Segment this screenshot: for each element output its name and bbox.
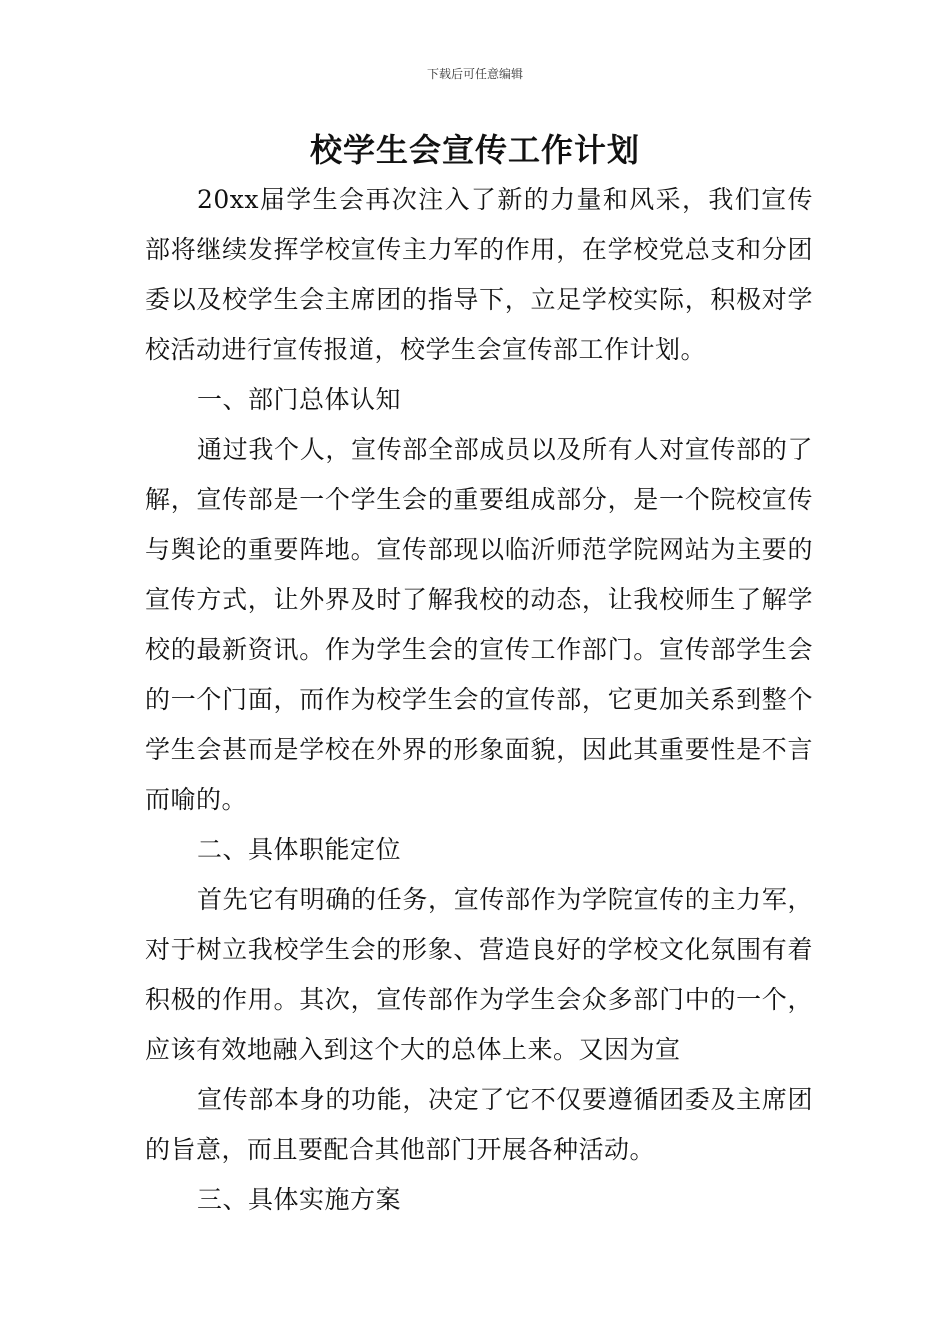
document-body (145, 175, 813, 1225)
document-title: 校学生会宣传工作计划 (309, 131, 640, 169)
section-2-heading: 二、具体职能定位 (197, 835, 402, 864)
section-1-heading: 一、部门总体认知 (197, 385, 402, 414)
intro-paragraph: 20xx届学生会再次注入了新的力量和风采，我们宣传部将继续发挥学校宣传主力军的作用，在学校党总支和分团委以及校学生会主席团的指导下，立足学校实际，积极对学校活动进行宣传报道，校学生会宣传部工作计划。 (145, 185, 813, 364)
section-1-paragraph: 通过我个人，宣传部全部成员以及所有人对宣传部的了解，宣传部是一个学生会的重要组成部分，是一个院校宣传与舆论的重要阵地。宣传部现以临沂师范学院网站为主要的宣传方式，让外界及时了解我校的动态，让我校师生了解学校的最新资讯。作为学生会的宣传工作部门。宣传部学生会的一个门面，而作为校学生会的宣传部，它更加关系到整个学生会甚而是学校在外界的形象面貌，因此其重要性是不言而喻的。 (145, 435, 813, 814)
header-note: 下载后可任意编辑 (426, 67, 523, 81)
section-2-paragraph-2: 宣传部本身的功能，决定了它不仅要遵循团委及主席团的旨意，而且要配合其他部门开展各种活动。 (145, 1085, 813, 1164)
section-2-paragraph-1: 首先它有明确的任务，宣传部作为学院宣传的主力军，对于树立我校学生会的形象、营造良好的学校文化氛围有着积极的作用。其次，宣传部作为学生会众多部门中的一个，应该有效地融入到这个大的总体上来。又因为宣 (145, 885, 813, 1064)
section-3-heading: 三、具体实施方案 (197, 1185, 402, 1214)
